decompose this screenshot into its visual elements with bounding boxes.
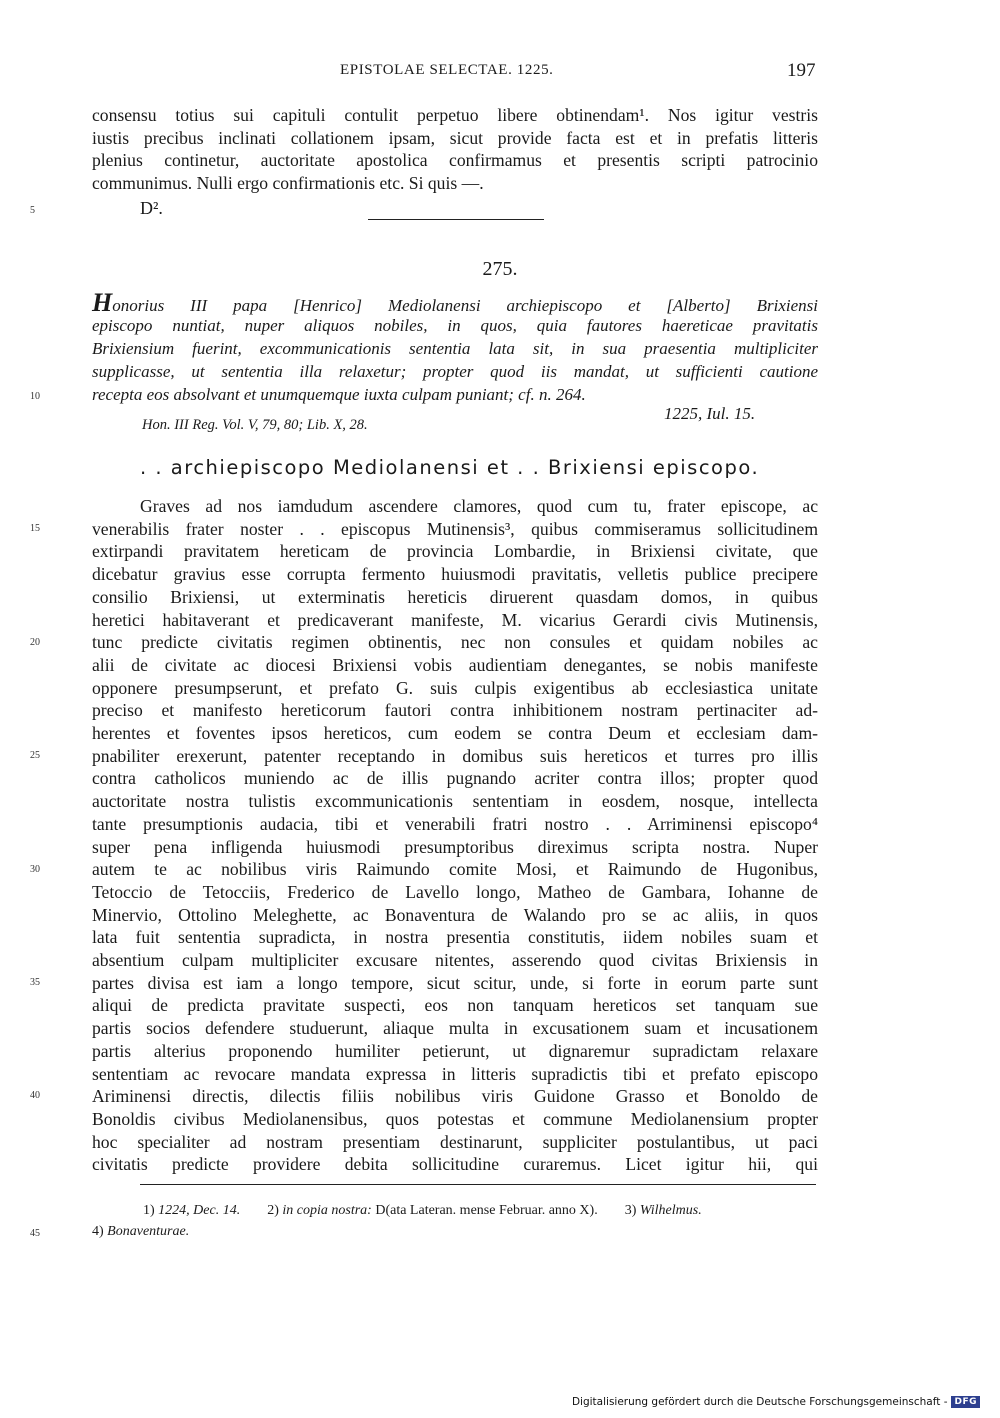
footnote-text: D(ata Lateran. mense Februar. anno X). <box>375 1203 598 1218</box>
body-line: lata fuit sententia supradicta, in nostra presentia constitutis, iidem nobiles suam et <box>92 927 818 948</box>
summary-line-first <box>92 288 818 317</box>
footnote-text: 1224, Dec. 14. <box>158 1203 241 1218</box>
line-number: 45 <box>30 1228 40 1239</box>
footnote-marker: 3) <box>624 1203 637 1218</box>
body-line: heretici habitaverant et predicaverant manifeste, M. vicarius Gerardi civis Mutinensis, <box>92 609 818 630</box>
credit-text: Digitalisierung gefördert durch die Deutsche Forschungsgemeinschaft - <box>571 1396 948 1408</box>
letter-date: 1225, Iul. 15. <box>664 404 756 423</box>
text-line: plenius continetur, auctoritate apostolica confirmamus et presentis scripti patrocinio <box>92 150 818 171</box>
footnote-marker: 4) <box>92 1224 104 1239</box>
body-line: alii de civitate ac diocesi Brixiensi vobis audientiam denegantes, se nobis manifeste <box>92 654 818 675</box>
digitization-credit <box>572 1396 980 1408</box>
body-line: contra catholicos muniendo ac de illis pugnando acriter contra illos; propter quod <box>92 768 818 789</box>
body-line: opponere presumpserunt, et prefato G. suis culpis exigentibus ab ecclesiastica unitate <box>92 677 818 698</box>
body-line: pnabiliter erexerunt, patenter receptando in domibus suis hereticos et turres pro illis <box>92 745 818 766</box>
text-line: consensu totius sui capituli contulit perpetuo libere obtinendam¹. Nos igitur vestris <box>92 105 818 125</box>
signature-initial: D². <box>140 198 163 218</box>
body-line: Ariminensi directis, dilectis filiis nobilibus viris Guidone Grasso et Bonoldo de <box>92 1086 818 1107</box>
body-line: aliqui de predicta pravitate suspecti, eos non tanquam hereticos set tanquam sue <box>92 995 818 1016</box>
summary-line: episcopo nuntiat, nuper aliquos nobiles, in quos, quia fautores haereticae pravitatis <box>92 316 818 335</box>
footnote-italic: in copia nostra: <box>282 1203 372 1218</box>
footnote-rule <box>140 1184 816 1185</box>
text-line: iustis precibus inclinati collationem ipsam, sicut provide facta est et in prefatis litteris <box>92 127 818 148</box>
body-line: extirpandi pravitatem hereticam de provincia Lombardie, in Brixiensi civitate, que <box>92 541 818 562</box>
body-line: super pena infligenda huiusmodi presumptoribus direximus scripta nostra. Nuper <box>92 836 818 857</box>
line-number: 15 <box>30 523 40 534</box>
drop-cap: H <box>92 288 113 317</box>
page-number: 197 <box>787 60 816 81</box>
body-line: tante presumptionis audacia, tibi et venerabili fratri nostro . . Arriminensi episcopo⁴ <box>92 813 818 834</box>
body-line: hoc specialiter ad nostram presentiam destinarunt, suppliciter postulantibus, ut paci <box>92 1131 818 1152</box>
line-number: 35 <box>30 977 40 988</box>
body-line: sententiam ac revocare mandata expressa in litteris supradictis tibi et prefato episcopo <box>92 1063 818 1084</box>
footnote-row <box>143 1203 702 1219</box>
footnote-marker: 2) <box>267 1203 279 1218</box>
source-reference: Hon. III Reg. Vol. V, 79, 80; Lib. X, 28. <box>142 417 368 433</box>
body-line: partis alterius proponendo humiliter petierunt, ut dignaremur supradictam relaxare <box>92 1040 818 1061</box>
footnote-text: Bonaventurae. <box>107 1224 190 1239</box>
body-line: Graves ad nos iamdudum ascendere clamores, quod cum tu, frater episcope, ac <box>140 496 818 516</box>
body-line: consilio Brixiensi, ut exterminatis hereticis diruerent quasdam domos, in quibus <box>92 586 818 607</box>
body-line: dicebatur gravius esse corrupta fermento huiusmodi pravitatis, velletis publice precipere <box>92 564 818 585</box>
section-divider <box>368 219 544 220</box>
body-line: Minervio, Ottolino Meleghette, ac Bonaventura de Walando pro se ac aliis, in quos <box>92 904 818 925</box>
body-line: partis socios defendere studuerunt, aliaque multa in excusationem suam et incusationem <box>92 1018 818 1039</box>
line-number: 25 <box>30 750 40 761</box>
summary-line: Brixiensium fuerint, excommunicationis sententia lata sit, in sua praesentia multipliciter <box>92 339 818 358</box>
line-number: 5 <box>30 205 35 216</box>
line-number: 30 <box>30 864 40 875</box>
dfg-logo: DFG <box>951 1396 980 1408</box>
summary-line: recepta eos absolvant et unumquemque iuxta culpam puniant; cf. n. 264. <box>92 385 586 404</box>
body-line: absentium culpam multipliciter excusare nitentes, asserendo quod civitas Brixiensis in <box>92 950 818 970</box>
body-line: herentes et foventes ipsos hereticos, cum eodem se contra Deum et ecclesiam dam- <box>92 723 818 743</box>
letter-number: 275. <box>482 258 518 280</box>
footnote-marker: 1) <box>143 1203 155 1218</box>
summary-text: onorius III papa [Henrico] Mediolanensi archiepiscopo et [Alberto] Brixiensi <box>112 296 818 315</box>
body-line: partes divisa est iam a longo tempore, sicut scitur, unde, si forte in eorum parte sunt <box>92 972 818 993</box>
text-line: communimus. Nulli ergo confirmationis etc. Si quis —. <box>92 173 484 194</box>
body-line: tunc predicte civitatis regimen obtinentis, nec non consules et quidam nobiles ac <box>92 632 818 653</box>
running-title: EPISTOLAE SELECTAE. 1225. <box>340 62 554 78</box>
body-line: Tetoccio de Tetocciis, Frederico de Lavello longo, Matheo de Gambara, Iohanne de <box>92 881 818 902</box>
footnote-row <box>92 1224 189 1240</box>
body-line: civitatis predicte providere debita sollicitudine curaremus. Licet igitur hii, qui <box>92 1154 818 1175</box>
footnote-text: Wilhelmus. <box>639 1203 702 1218</box>
line-number: 20 <box>30 637 40 648</box>
letter-address: . . archiepiscopo Mediolanensi et . . Brixiensi episcopo. <box>140 456 760 479</box>
body-line: preciso et manifesto hereticorum fautori contra inhibitionem nostram pertinaciter ad- <box>92 700 818 721</box>
line-number: 40 <box>30 1090 40 1101</box>
summary-line: supplicasse, ut sententia illa relaxetur; propter quod iis mandat, ut sufficienti cautione <box>92 362 818 381</box>
body-line: autem te ac nobilibus viris Raimundo comite Mosi, et Raimundo de Hugonibus, <box>92 859 818 880</box>
body-line: auctoritate nostra tulistis excommunicationis sententiam in eosdem, nosque, intellecta <box>92 791 818 812</box>
body-line: venerabilis frater noster . . episcopus Mutinensis³, quibus commiseramus sollicitudinem <box>92 518 818 539</box>
page-header <box>0 62 1000 86</box>
line-number: 10 <box>30 391 40 402</box>
body-line: Bonoldis civibus Mediolanensibus, quos potestas et commune Mediolanensium propter <box>92 1108 818 1129</box>
